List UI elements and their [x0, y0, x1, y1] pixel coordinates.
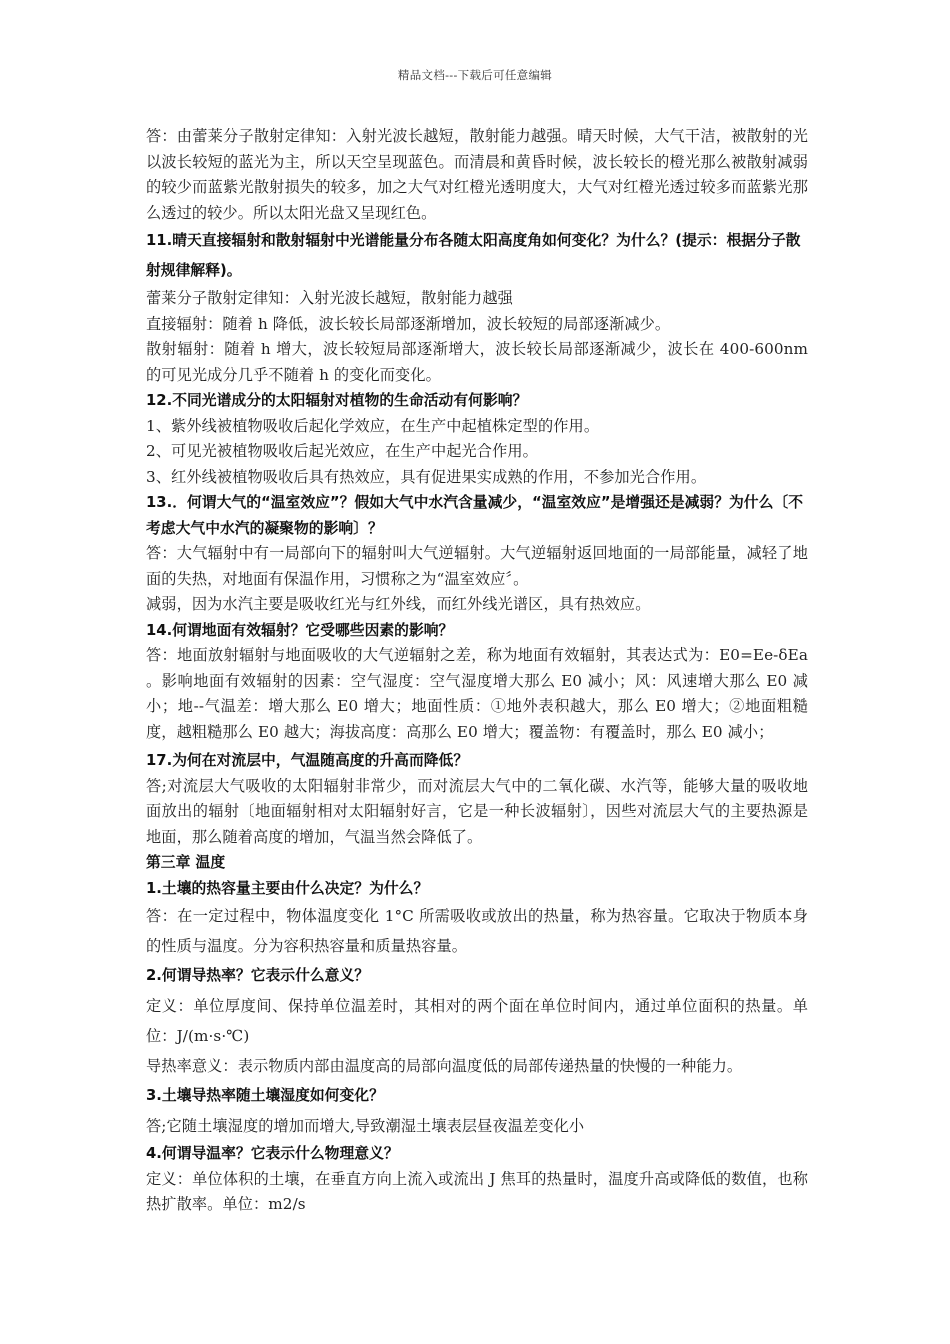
answer-paragraph: 答;它随土壤湿度的增加而增大,导致潮湿土壤表层昼夜温差变化小 [146, 1117, 585, 1135]
question-heading: 2.何谓导热率？它表示什么意义？ [146, 967, 370, 984]
question-heading: 14.何谓地面有效辐射？它受哪些因素的影响？ [146, 621, 454, 639]
question-heading: 11.晴天直接辐射和散射辐射中光谱能量分布各随太阳高度角如何变化？为什么？(提示：根据分子散射规律解释)。 [146, 232, 801, 279]
answer-paragraph: 减弱，因为水汽主要是吸收红光与红外线，而红外线光谱区，具有热效应。 [146, 595, 651, 613]
question-heading: 12.不同光谱成分的太阳辐射对植物的生命活动有何影响？ [146, 392, 528, 409]
answer-paragraph: 定义：单位体积的土壤，在垂直方向上流入或流出 J 焦耳的热量时，温度升高或降低的数值，也称热扩散率。单位：m2/s [146, 1169, 808, 1213]
answer-paragraph: 直接辐射：随着 h 降低，波长较长局部逐渐增加，波长较短的局部逐渐减少。 [146, 314, 671, 333]
page-header: 精品文档---下载后可任意编辑 [397, 68, 553, 82]
question-heading: 17.为何在对流层中，气温随高度的升高而降低？ [146, 752, 469, 769]
answer-paragraph: 散射辐射：随着 h 增大，波长较短局部逐渐增大，波长较长局部逐渐减少，波长在 400-600nm 的可见光成分几乎不随着 h 的变化而变化。 [146, 340, 808, 384]
answer-paragraph: 2、可见光被植物吸收后起光效应，在生产中起光合作用。 [146, 442, 538, 460]
question-heading: 3.土壤导热率随土壤湿度如何变化？ [146, 1087, 384, 1104]
answer-paragraph: 1、紫外线被植物吸收后起化学效应，在生产中起植株定型的作用。 [146, 416, 600, 435]
answer-paragraph: 3、红外线被植物吸收后具有热效应，具有促进果实成熟的作用，不参加光合作用。 [146, 467, 707, 486]
question-heading: 4.何谓导温率？它表示什么物理意义？ [146, 1145, 399, 1162]
answer-paragraph: 答：在一定过程中，物体温度变化 1°C 所需吸收或放出的热量，称为热容量。它取决于物质本身的性质与温度。分为容积热容量和质量热容量。 [146, 907, 808, 955]
question-heading: 1.土壤的热容量主要由什么决定？为什么？ [146, 879, 429, 897]
answer-paragraph: 答：大气辐射中有一局部向下的辐射叫大气逆辐射。大气逆辐射返回地面的一局部能量，减轻了地面的失热，对地面有保温作用，习惯称之为“温室效应〞。 [146, 544, 808, 588]
answer-paragraph: 答;对流层大气吸收的太阳辐射非常少，而对流层大气中的二氧化碳、水汽等，能够大量的吸收地面放出的辐射〔地面辐射相对太阳辐射好言，它是一种长波辐射〕，因些对流层大气的主要热源是地面，那么随着高度的增加，气温当然会降低了。 [146, 776, 808, 846]
answer-paragraph: 定义：单位厚度间、保持单位温差时，其相对的两个面在单位时间内，通过单位面积的热量。单位：J/(m·s·℃) [146, 997, 808, 1045]
answer-paragraph: 蕾莱分子散射定律知：入射光波长越短，散射能力越强 [146, 289, 513, 307]
answer-paragraph: 答：地面放射辐射与地面吸收的大气逆辐射之差，称为地面有效辐射，其表达式为：E0=Ee-δEa 。影响地面有效辐射的因素：空气湿度：空气湿度增大那么 E0 减小；风：风速增大那么 E0 减小；地--气温差：增大那么 E0 增大；地面性质：①地外表积越大，那么 E0 增大；②地面粗糙度，越粗糙那么 E0 越大；海拔高度：高那么 E0 增大；覆盖物：有覆盖时，那么 E0 减小； [146, 646, 808, 741]
answer-paragraph: 答：由蕾莱分子散射定律知：入射光波长越短，散射能力越强。晴天时候，大气干洁，被散射的光以波长较短的蓝光为主，所以天空呈现蓝色。而清晨和黄昏时候，波长较长的橙光那么被散射减弱的较少而蓝紫光散射损失的较多，加之大气对红橙光透明度大，大气对红橙光透过较多而蓝紫光那么透过的较少。所以太阳光盘又呈现红色。 [146, 127, 808, 222]
question-heading: 13.．何谓大气的“温室效应”？假如大气中水汽含量减少，“温室效应”是增强还是减弱？为什么〔不考虑大气中水汽的凝聚物的影响〕？ [146, 494, 803, 537]
answer-paragraph: 导热率意义：表示物质内部由温度高的局部向温度低的局部传递热量的快慢的一种能力。 [146, 1057, 743, 1075]
question-heading: 第三章 温度 [146, 854, 226, 871]
document-body [146, 124, 808, 1218]
